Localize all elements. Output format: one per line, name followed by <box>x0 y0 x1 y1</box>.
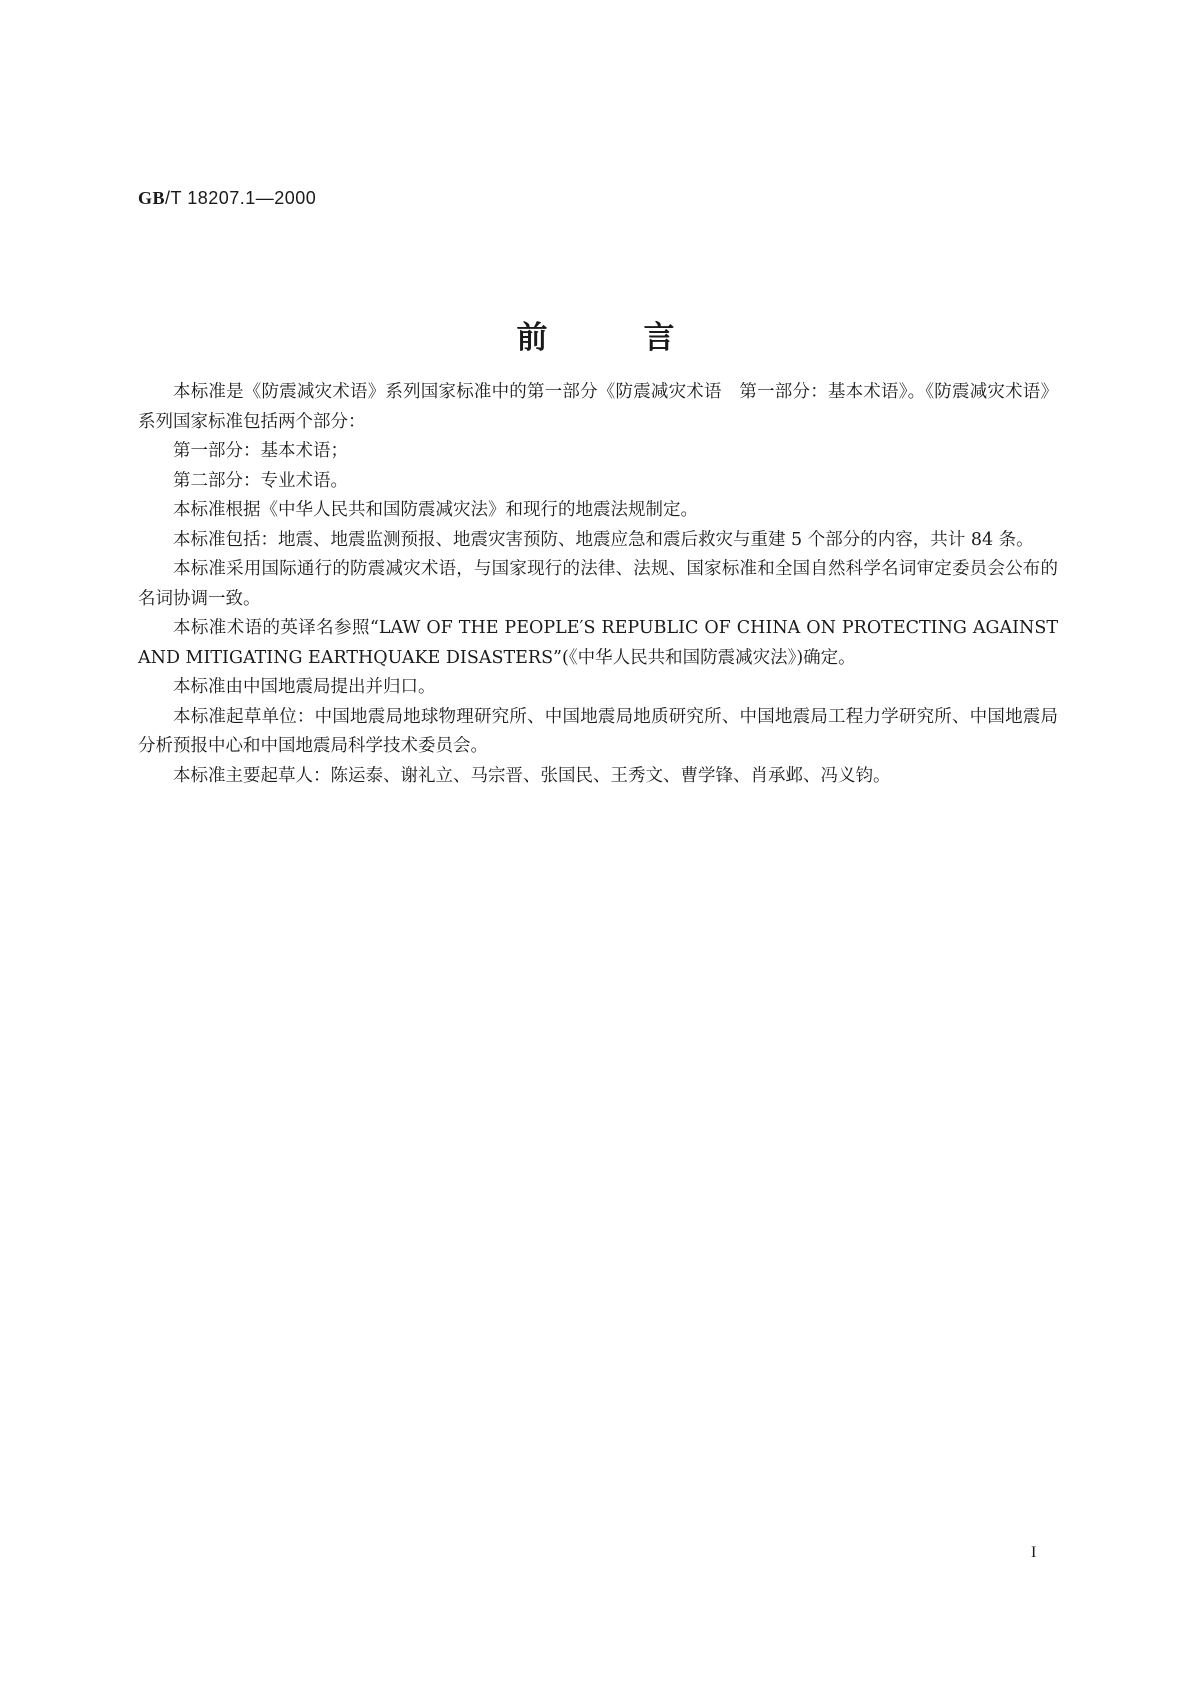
standard-number <box>138 188 316 209</box>
page-number: I <box>1031 1544 1037 1561</box>
paragraph: 本标准起草单位：中国地震局地球物理研究所、中国地震局地质研究所、中国地震局工程力学研究所、中国地震局分析预报中心和中国地震局科学技术委员会。 <box>138 706 1058 756</box>
paragraph: 本标准由中国地震局提出并归口。 <box>173 677 436 697</box>
paragraph: 第二部分：专业术语。 <box>173 470 348 491</box>
page-title: 前言 <box>516 320 771 356</box>
standard-code: /T 18207.1—2000 <box>165 188 317 208</box>
paragraph: 本标准主要起草人：陈运泰、谢礼立、马宗晋、张国民、王秀文、曹学锋、肖承邺、冯义钧。 <box>173 765 891 786</box>
paragraph: 本标准是《防震减灾术语》系列国家标准中的第一部分《防震减灾术语 第一部分：基本术语》。《防震减灾术语》系列国家标准包括两个部分： <box>138 382 1058 432</box>
foreword-body <box>138 378 1058 791</box>
paragraph: 本标准包括：地震、地震监测预报、地震灾害预防、地震应急和震后救灾与重建 5 个部分的内容，共计 84 条。 <box>173 529 1034 550</box>
paragraph: 本标准根据《中华人民共和国防震减灾法》和现行的地震法规制定。 <box>173 500 698 520</box>
paragraph: 本标准采用国际通行的防震减灾术语，与国家现行的法律、法规、国家标准和全国自然科学名词审定委员会公布的名词协调一致。 <box>138 559 1058 609</box>
paragraph: 第一部分：基本术语； <box>173 441 348 461</box>
standard-prefix: GB <box>138 188 166 208</box>
paragraph: 本标准术语的英译名参照“LAW OF THE PEOPLE′S REPUBLIC OF CHINA ON PROTECTING AGAINST AND MITIGATING EARTHQUAKE DISASTERS”(《中华人民共和国防震减灾法》)确定。 <box>138 618 1058 668</box>
